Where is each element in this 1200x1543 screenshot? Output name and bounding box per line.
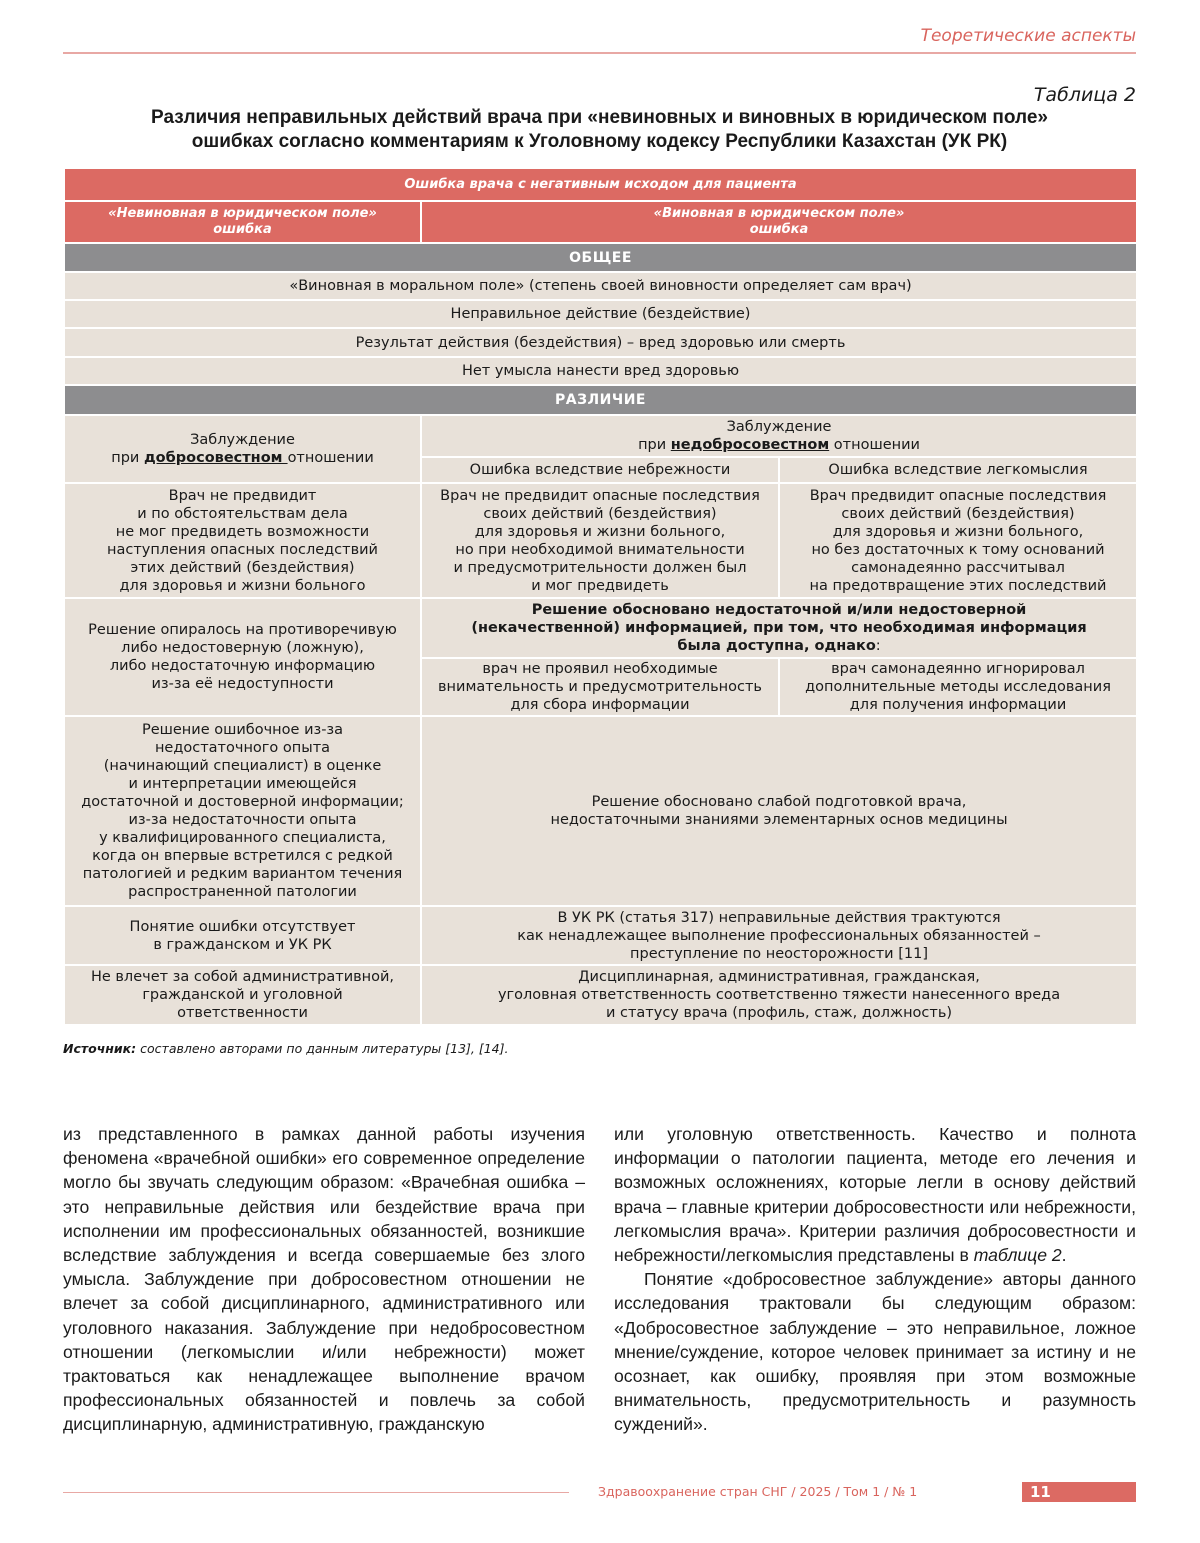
table-reference: таблице 2 <box>973 1245 1062 1266</box>
line: (некачественной) информацией, при том, что необходимая информация <box>471 620 1087 636</box>
line: Не влечет за собой административной, <box>90 969 395 985</box>
table-head-innocent <box>64 201 421 243</box>
table-title-line-2: ошибках согласно комментариям к Уголовному кодексу Республики Казахстан (УК РК) <box>191 131 1008 152</box>
delusion-bad-faith-line <box>426 436 1132 454</box>
line: (начинающий специалист) в оценке <box>103 758 382 774</box>
common-row: Результат действия (бездействия) – вред здоровью или смерть <box>64 328 1137 357</box>
line: Врач предвидит опасные последствия <box>809 487 1107 504</box>
line: в гражданском и УК РК <box>153 936 332 953</box>
line: на предотвращение этих последствий <box>809 577 1107 594</box>
row4-left <box>64 906 421 965</box>
line: Врач не предвидит <box>168 487 317 504</box>
line: уголовная ответственность соответственно тяжести нанесенного вреда <box>497 987 1061 1003</box>
table-head-main: Ошибка врача с негативным исходом для пациента <box>64 168 1137 201</box>
negligence-header: Ошибка вследствие небрежности <box>421 457 779 483</box>
line: и по обстоятельствам дела <box>137 505 348 522</box>
table-head-guilty <box>421 201 1137 243</box>
text: . <box>1061 1245 1067 1266</box>
footer-rule <box>63 1492 569 1493</box>
common-row: Неправильное действие (бездействие) <box>64 300 1137 328</box>
delusion-bad-faith-line: Заблуждение <box>726 419 832 435</box>
line: как ненадлежащее выполнение профессиональных обязанностей – <box>517 927 1041 944</box>
comparison-table <box>63 167 1138 1026</box>
line: у квалифицированного специалиста, <box>99 830 386 846</box>
table-number: Таблица 2 <box>1033 84 1136 106</box>
journal-info: Здравоохранение стран СНГ / 2025 / Том 1 / № 1 <box>598 1484 918 1499</box>
text: при <box>638 437 671 453</box>
line: и интерпретации имеющейся <box>128 776 357 792</box>
text: отношении <box>829 437 920 453</box>
text: при <box>111 450 144 466</box>
source-text: составлено авторами по данным литературы [13], [14]. <box>136 1041 509 1056</box>
line: Дисциплинарная, административная, гражданская, <box>578 969 980 985</box>
line: преступление по неосторожности [11] <box>630 945 928 962</box>
frivolity-header: Ошибка вследствие легкомыслия <box>779 457 1137 483</box>
paragraph <box>614 1122 1136 1267</box>
row2-left <box>64 598 421 716</box>
line: либо недостаточную информацию <box>109 658 376 674</box>
line <box>426 637 1132 655</box>
page-number: 11 <box>1022 1482 1136 1502</box>
text: была доступна, однако <box>677 638 876 654</box>
row3-left <box>64 716 421 906</box>
header-rule <box>63 52 1136 54</box>
line: патологией и редким вариантом течения <box>82 866 403 882</box>
emphasis: недобросовестном <box>670 437 830 453</box>
common-row: Нет умысла нанести вред здоровью <box>64 357 1137 385</box>
row1-mid <box>421 483 779 598</box>
row5-left <box>64 965 421 1025</box>
line: и предусмотрительности должен был <box>453 559 747 576</box>
line: для здоровья и жизни больного <box>119 577 366 594</box>
line: либо недостоверную (ложную), <box>121 640 364 656</box>
line: когда он впервые встретился с редкой <box>92 848 393 864</box>
line: для получения информации <box>849 697 1067 713</box>
line: гражданской и уголовной <box>142 987 343 1003</box>
table-source <box>63 1041 509 1056</box>
text: отношении <box>287 450 374 466</box>
line: для здоровья и жизни больного, <box>474 523 726 540</box>
line: не мог предвидеть возможности <box>115 523 370 540</box>
paragraph: из представленного в рамках данной работы изучения феномена «врачебной ошибки» его современное определение могло бы звучать следующим образом: «Врачебная ошибка – это неправильные действия или бездействие врача при исполнении им профессиональных обязанностей, возникшие вследствие заблуждения и всегда совершаемые без злого умысла. Заблуждение при добросовестном отношении не влечет за собой дисциплинарного, административного или уголовного наказания. Заблуждение при недобросовестном отношении (легкомыслии и/или небрежности) может трактоваться как ненадлежащее выполнение врачом профессиональных обязанностей и повлечь за собой дисциплинарную, административную, гражданскую <box>63 1124 585 1435</box>
row1-left <box>64 483 421 598</box>
line: для сбора информации <box>510 697 690 713</box>
row3-right <box>421 716 1137 906</box>
line: и мог предвидеть <box>531 577 669 594</box>
row2-right <box>779 658 1137 716</box>
line: из-за её недоступности <box>151 676 334 692</box>
table-title <box>63 106 1136 154</box>
row5-right <box>421 965 1137 1025</box>
head-innocent-line: «Невиновная в юридическом поле» <box>108 206 377 221</box>
delusion-good-faith <box>64 415 421 483</box>
line: врач не проявил необходимые <box>482 661 718 677</box>
head-guilty-line: «Виновная в юридическом поле» <box>653 206 905 221</box>
body-column-right <box>614 1122 1136 1437</box>
row4-right <box>421 906 1137 965</box>
head-guilty-line: ошибка <box>749 222 809 237</box>
line: В УК РК (статья 317) неправильные действия трактуются <box>557 909 1001 926</box>
line: для здоровья и жизни больного, <box>832 523 1084 540</box>
section-title: Теоретические аспекты <box>920 26 1136 46</box>
line: но при необходимой внимательности <box>455 541 745 558</box>
source-label: Источник: <box>63 1041 137 1056</box>
delusion-bad-faith <box>421 415 1137 457</box>
common-band: ОБЩЕЕ <box>64 243 1137 272</box>
line: Понятие ошибки отсутствует <box>129 918 356 935</box>
line: самонадеянно рассчитывал <box>851 559 1065 576</box>
line: этих действий (бездействия) <box>130 559 355 576</box>
line: распространенной патологии <box>128 884 357 900</box>
text: или уголовную ответственность. Качество и полнота информации о патологии пациента, методе его лечения и возможных осложнениях, которые легли в основу действий врача – главные критерии добросовестности или небрежности, легкомыслия врача». Критерии различия добросовестности и небрежности/легкомыслия представлены в <box>614 1124 1136 1266</box>
line: дополнительные методы исследования <box>805 679 1111 695</box>
line: своих действий (бездействия) <box>483 505 717 522</box>
line: наступления опасных последствий <box>107 541 378 558</box>
line: Врач не предвидит опасные последствия <box>440 487 760 504</box>
line: внимательность и предусмотрительность <box>438 679 762 695</box>
row2-top <box>421 598 1137 658</box>
line: своих действий (бездействия) <box>841 505 1075 522</box>
delusion-good-faith-line <box>69 449 416 467</box>
paragraph: Понятие «добросовестное заблуждение» авторы данного исследования трактовали бы следующим образом: «Добросовестное заблуждение – это неправильное, ложное мнение/суждение, которое человек принимает за истину и не осознает, как ошибку, проявляя при этом возможные внимательность, предусмотрительность и разумность суждений». <box>614 1269 1136 1435</box>
text: : <box>875 638 881 654</box>
line: Решение обосновано слабой подготовкой врача, <box>591 794 967 810</box>
line: и статусу врача (профиль, стаж, должность) <box>605 1005 953 1021</box>
head-innocent-line: ошибка <box>213 222 272 237</box>
line: Решение обосновано недостаточной и/или недостоверной <box>531 602 1027 618</box>
row2-mid <box>421 658 779 716</box>
line: Решение ошибочное из-за <box>141 722 344 738</box>
line: врач самонадеянно игнорировал <box>831 661 1085 677</box>
delusion-good-faith-line: Заблуждение <box>190 432 295 448</box>
line: из-за недостаточности опыта <box>128 812 357 828</box>
line: недостаточными знаниями элементарных основ медицины <box>550 812 1008 828</box>
difference-band: РАЗЛИЧИЕ <box>64 385 1137 415</box>
line: Решение опиралось на противоречивую <box>88 622 397 638</box>
line: но без достаточных к тому оснований <box>811 541 1105 558</box>
row1-right <box>779 483 1137 598</box>
body-column-left <box>63 1122 585 1437</box>
table-title-line-1: Различия неправильных действий врача при «невиновных и виновных в юридическом поле» <box>151 107 1048 128</box>
line: достаточной и достоверной информации; <box>81 794 404 810</box>
emphasis: добросовестном <box>143 450 288 466</box>
common-row: «Виновная в моральном поле» (степень своей виновности определяет сам врач) <box>64 272 1137 300</box>
line: недостаточного опыта <box>154 740 331 756</box>
line: ответственности <box>177 1005 308 1021</box>
